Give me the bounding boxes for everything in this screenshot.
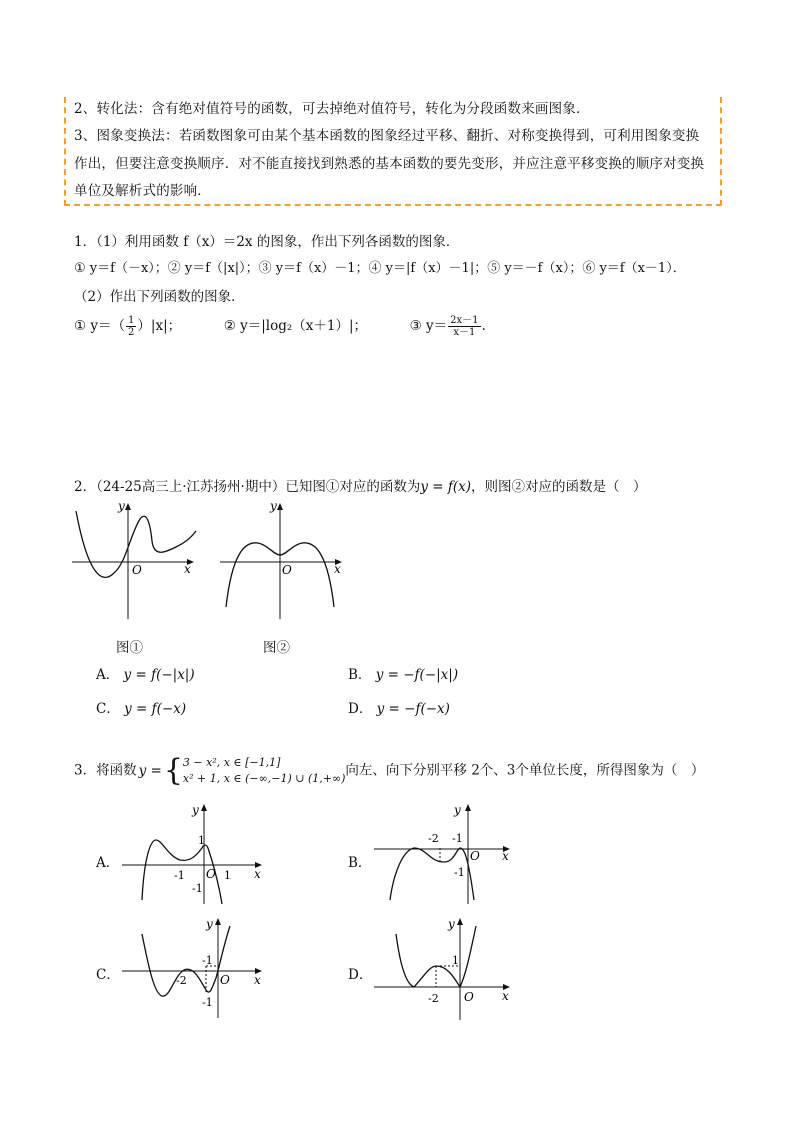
tick-label: -1 [202, 996, 213, 1009]
y-axis-arrow [201, 804, 207, 811]
y-label: y [192, 803, 199, 817]
tip-line-3-cont: 作出，但要注意变换顺序．对不能直接找到熟悉的基本函数的要先变形，并应注意平移变换的顺序对变换 [74, 156, 705, 172]
tick-label: -1 [452, 832, 463, 845]
q2-stem: 2．（24-25高三上·江苏扬州·期中）已知图①对应的函数为y = f(x)，则图②对应的函数是（ ） [74, 479, 647, 495]
q1-item3: ③ y＝ $\frac{2x-1}{x-1}$ . [409, 315, 486, 338]
tick-label: 1 [224, 869, 231, 882]
origin-label: O [206, 867, 216, 881]
origin-label: O [220, 973, 230, 987]
origin-label: O [464, 990, 474, 1004]
tip-line-2: 2、转化法：含有绝对值符号的函数，可去掉绝对值符号，转化为分段函数来画图象． [74, 101, 590, 117]
origin-label: O [132, 563, 142, 577]
y-axis-arrow [465, 804, 471, 811]
x-label: x [254, 867, 261, 881]
q2-figure-2 [214, 495, 354, 625]
y-axis-arrow [215, 918, 221, 925]
q1-line3: （2）作出下列函数的图象． [74, 289, 245, 305]
y-axis-arrow [457, 918, 463, 925]
q3-option-a-graph[interactable] [118, 800, 268, 908]
y-label: y [270, 499, 277, 513]
tick-label: -2 [428, 992, 439, 1005]
tick-label: -2 [428, 832, 439, 845]
tick-label: -1 [202, 954, 213, 967]
x-label: x [502, 989, 509, 1003]
tip-line-3: 3、图象变换法：若函数图象可由某个基本函数的图象经过平移、翻折、对称变换得到，可利用图象变换 [74, 128, 700, 144]
curve [396, 926, 476, 987]
x-label: x [184, 562, 191, 576]
y-label: y [454, 803, 461, 817]
q2-figure-1 [66, 495, 206, 625]
q3-option-c-graph[interactable] [118, 914, 268, 1022]
q2-option-b[interactable]: B． y = −f(−|x|) [348, 667, 459, 683]
tick-label: -1 [192, 882, 203, 895]
q3-stem: 3．将函数 y ={ 3 − x², x ∈ [−1,1] x² + 1, x ∈ (−∞,−1) ∪ (1,+∞) 向左、向下分别平移 2个、3个单位长度，所得图象为（ ） [74, 753, 705, 788]
q1-item1: ① y＝（ $\frac{1}{2}$ ）|x|； [74, 315, 182, 338]
tick-label: 1 [452, 954, 459, 967]
tick-label: -2 [176, 974, 187, 987]
q1-item2: ② y＝|log₂（x＋1）|； [223, 318, 368, 334]
q3-option-b-label[interactable]: B． [348, 855, 372, 871]
fig2-caption: 图② [263, 640, 290, 656]
tick-label: -1 [174, 869, 185, 882]
x-label: x [334, 562, 341, 576]
fig1-caption: 图① [116, 640, 143, 656]
q2-option-a[interactable]: A． y = f(−|x|) [96, 667, 195, 683]
origin-label: O [470, 849, 480, 863]
y-label: y [206, 917, 213, 931]
y-axis-arrow [125, 503, 131, 510]
q3-piecewise: 3 − x², x ∈ [−1,1] x² + 1, x ∈ (−∞,−1) ∪ (1,+∞) [182, 756, 346, 785]
y-label: y [448, 917, 455, 931]
y-label: y [118, 499, 125, 513]
q1-items [74, 314, 486, 338]
y-axis-arrow [277, 503, 283, 510]
q2-option-c[interactable]: C． y = f(−x) [96, 701, 187, 717]
q2-option-d[interactable]: D． y = −f(−x) [348, 701, 450, 717]
origin-label: O [282, 563, 292, 577]
q1-line1: 1．（1）利用函数 f（x）＝2x 的图象，作出下列各函数的图象． [74, 234, 460, 250]
x-label: x [502, 849, 509, 863]
q3-option-b-graph[interactable] [370, 800, 520, 908]
q3-option-c-label[interactable]: C． [96, 967, 120, 983]
tip-line-3-end: 单位及解析式的影响． [74, 183, 211, 199]
tick-label: 1 [198, 834, 205, 847]
tick-label: -1 [454, 866, 465, 879]
q3-option-a-label[interactable]: A． [96, 855, 120, 871]
q3-option-d-label[interactable]: D． [348, 967, 373, 983]
q3-option-d-graph[interactable] [370, 914, 520, 1022]
x-label: x [254, 973, 261, 987]
q1-line2: ① y＝f（－x）；② y＝f（|x|）；③ y＝f（x）－1；④ y＝|f（x）－1|；⑤ y＝－f（x）；⑥ y＝f（x－1）． [74, 261, 686, 276]
